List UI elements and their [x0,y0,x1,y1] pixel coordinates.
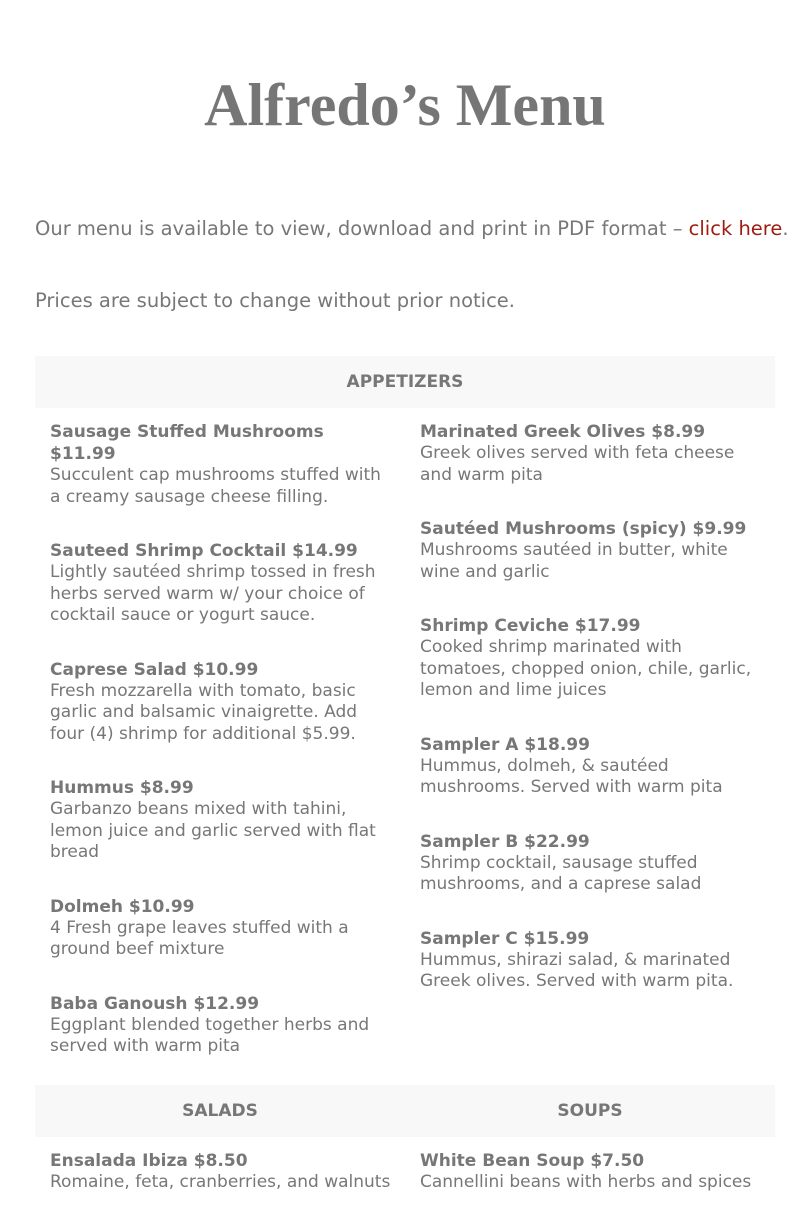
menu-item [420,1150,760,1194]
salads-heading: SALADS [182,1101,258,1121]
menu-item-description: Cannellini beans with herbs and spices [420,1172,752,1192]
menu-item [50,896,390,961]
menu-item [50,993,390,1058]
appetizers-header [35,356,775,408]
menu-item-name: Caprese Salad $10.99 [50,659,259,680]
menu-item-name: Sausage Stuffed Mushrooms $11.99 [50,422,324,464]
menu-item-description: Greek olives served with feta cheese and warm pita [420,443,735,485]
salads-soups-header [35,1085,775,1137]
menu-item-description: 4 Fresh grape leaves stuffed with a ground beef mixture [50,917,349,959]
menu-item-description: Hummus, dolmeh, & sautéed mushrooms. Served with warm pita [420,755,723,797]
menu-item-description: Mushrooms sautéed in butter, white wine and garlic [420,540,728,582]
menu-item [50,659,390,746]
menu-item-description: Fresh mozzarella with tomato, basic garlic and balsamic vinaigrette. Add four (4) shrimp for additional $5.99. [50,680,358,744]
menu-item [420,518,760,583]
intro-text: Our menu is available to view, download and print in PDF format – [35,217,689,240]
menu-item-name: Sautéed Mushrooms (spicy) $9.99 [420,519,747,539]
menu-item-name: Sampler C $15.99 [420,928,590,949]
soups-heading: SOUPS [557,1101,623,1121]
menu-item-description: Lightly sautéed shrimp tossed in fresh herbs served warm w/ your choice of cocktail sauce or yogurt sauce. [50,562,376,625]
menu-item [420,734,760,799]
menu-item-name: Ensalada Ibiza $8.50 [50,1151,248,1171]
menu-item-description: Hummus, shirazi salad, & marinated Greek olives. Served with warm pita. [420,949,734,991]
menu-item-name: White Bean Soup $7.50 [420,1151,645,1171]
menu-item [420,421,760,486]
menu-item-name: Sampler B $22.99 [420,831,590,852]
menu-item-description: Garbanzo beans mixed with tahini, lemon juice and garlic served with flat bread [50,799,376,862]
pdf-menu-intro [35,214,789,244]
page-title: Alfredo’s Menu [204,72,606,138]
menu-item-name: Baba Ganoush $12.99 [50,993,260,1014]
menu-item-name: Sampler A $18.99 [420,734,590,755]
menu-item [420,928,760,993]
menu-item-name: Dolmeh $10.99 [50,896,195,917]
menu-item [420,615,760,702]
appetizers-right-column [420,421,760,1025]
menu-item-description: Eggplant blended together herbs and served with warm pita [50,1014,370,1056]
menu-item [50,777,390,864]
pdf-menu-link[interactable]: click here [688,217,783,240]
menu-item-name: Hummus $8.99 [50,778,194,798]
menu-item-name: Shrimp Ceviche $17.99 [420,616,641,636]
menu-item-description: Cooked shrimp marinated with tomatoes, chopped onion, chile, garlic, lemon and lime juices [420,637,752,700]
menu-item-description: Romaine, feta, cranberries, and walnuts [50,1172,391,1192]
appetizers-heading: APPETIZERS [346,372,464,392]
menu-item [50,421,390,508]
menu-item-description: Shrimp cocktail, sausage stuffed mushrooms, and a caprese salad [420,852,702,894]
menu-item-description: Succulent cap mushrooms stuffed with a creamy sausage cheese filling. [50,465,381,507]
price-notice: Prices are subject to change without prior notice. [35,289,516,312]
menu-item [420,831,760,896]
intro-period: . [782,217,789,240]
appetizers-left-column [50,421,390,1090]
menu-item-name: Marinated Greek Olives $8.99 [420,422,706,442]
menu-item [50,1150,390,1194]
menu-item [50,540,390,627]
menu-item-name: Sauteed Shrimp Cocktail $14.99 [50,541,358,561]
